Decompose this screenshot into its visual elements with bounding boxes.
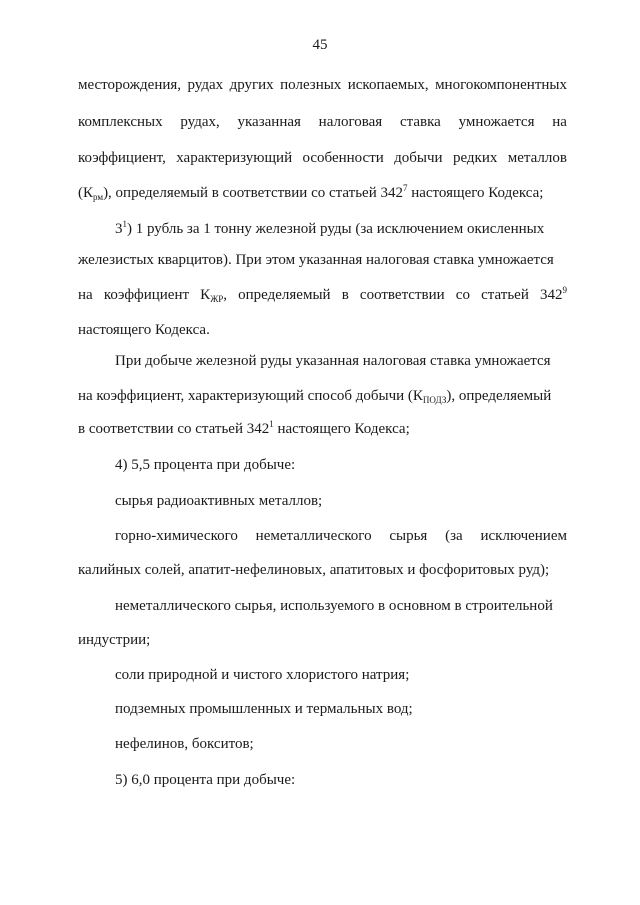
p2-line-2: железистых кварцитов). При этом указанная налоговая ставка умножается (78, 252, 554, 268)
p3-line-1: При добыче железной руды указанная налоговая ставка умножается (115, 353, 551, 369)
p6-line-2: калийных солей, апатит-нефелиновых, апатитовых и фосфоритовых руд); (78, 562, 550, 578)
p2-line-1: $3^1$) 1 рубль за 1 тонну железной руды (за исключением окисленных (115, 219, 545, 237)
p4-line: 4) 5,5 процента при добыче: (115, 457, 296, 473)
p1-line-1: месторождения, рудах других полезных ископаемых, многокомпонентных (78, 77, 567, 93)
p9-line: подземных промышленных и термальных вод; (115, 701, 413, 717)
p3-line-2: на коэффициент, характеризующий способ добычи $(К_{ПОДЗ})$, определяемый (78, 388, 552, 405)
p2-line-3: на коэффициент $К_{ЖР}$, определяемый в соответствии со статьей $342^9$ (78, 285, 567, 304)
p8-line: соли природной и чистого хлористого натрия; (115, 667, 410, 683)
p6-line-1: горно-химического неметаллического сырья (за исключением (115, 528, 567, 544)
p1-line-4: $(К_{рм})$, определяемый в соответствии со статьей $342^7$ настоящего Кодекса; (78, 183, 544, 202)
p3-line-3: в соответствии со статьей $342^1$ настоящего Кодекса; (78, 419, 410, 437)
page-number: 45 (312, 37, 328, 53)
p7-line-1: неметаллического сырья, используемого в основном в строительной (115, 598, 553, 614)
p2-line-4: настоящего Кодекса. (78, 322, 210, 338)
p11-line: 5) 6,0 процента при добыче: (115, 772, 296, 788)
p1-line-2: комплексных рудах, указанная налоговая ставка умножается на (78, 114, 567, 130)
p7-line-2: индустрии; (78, 632, 151, 648)
p5-line: сырья радиоактивных металлов; (115, 493, 323, 509)
p10-line: нефелинов, бокситов; (115, 736, 254, 752)
p1-line-3: коэффициент, характеризующий особенности добычи редких металлов (78, 150, 567, 166)
